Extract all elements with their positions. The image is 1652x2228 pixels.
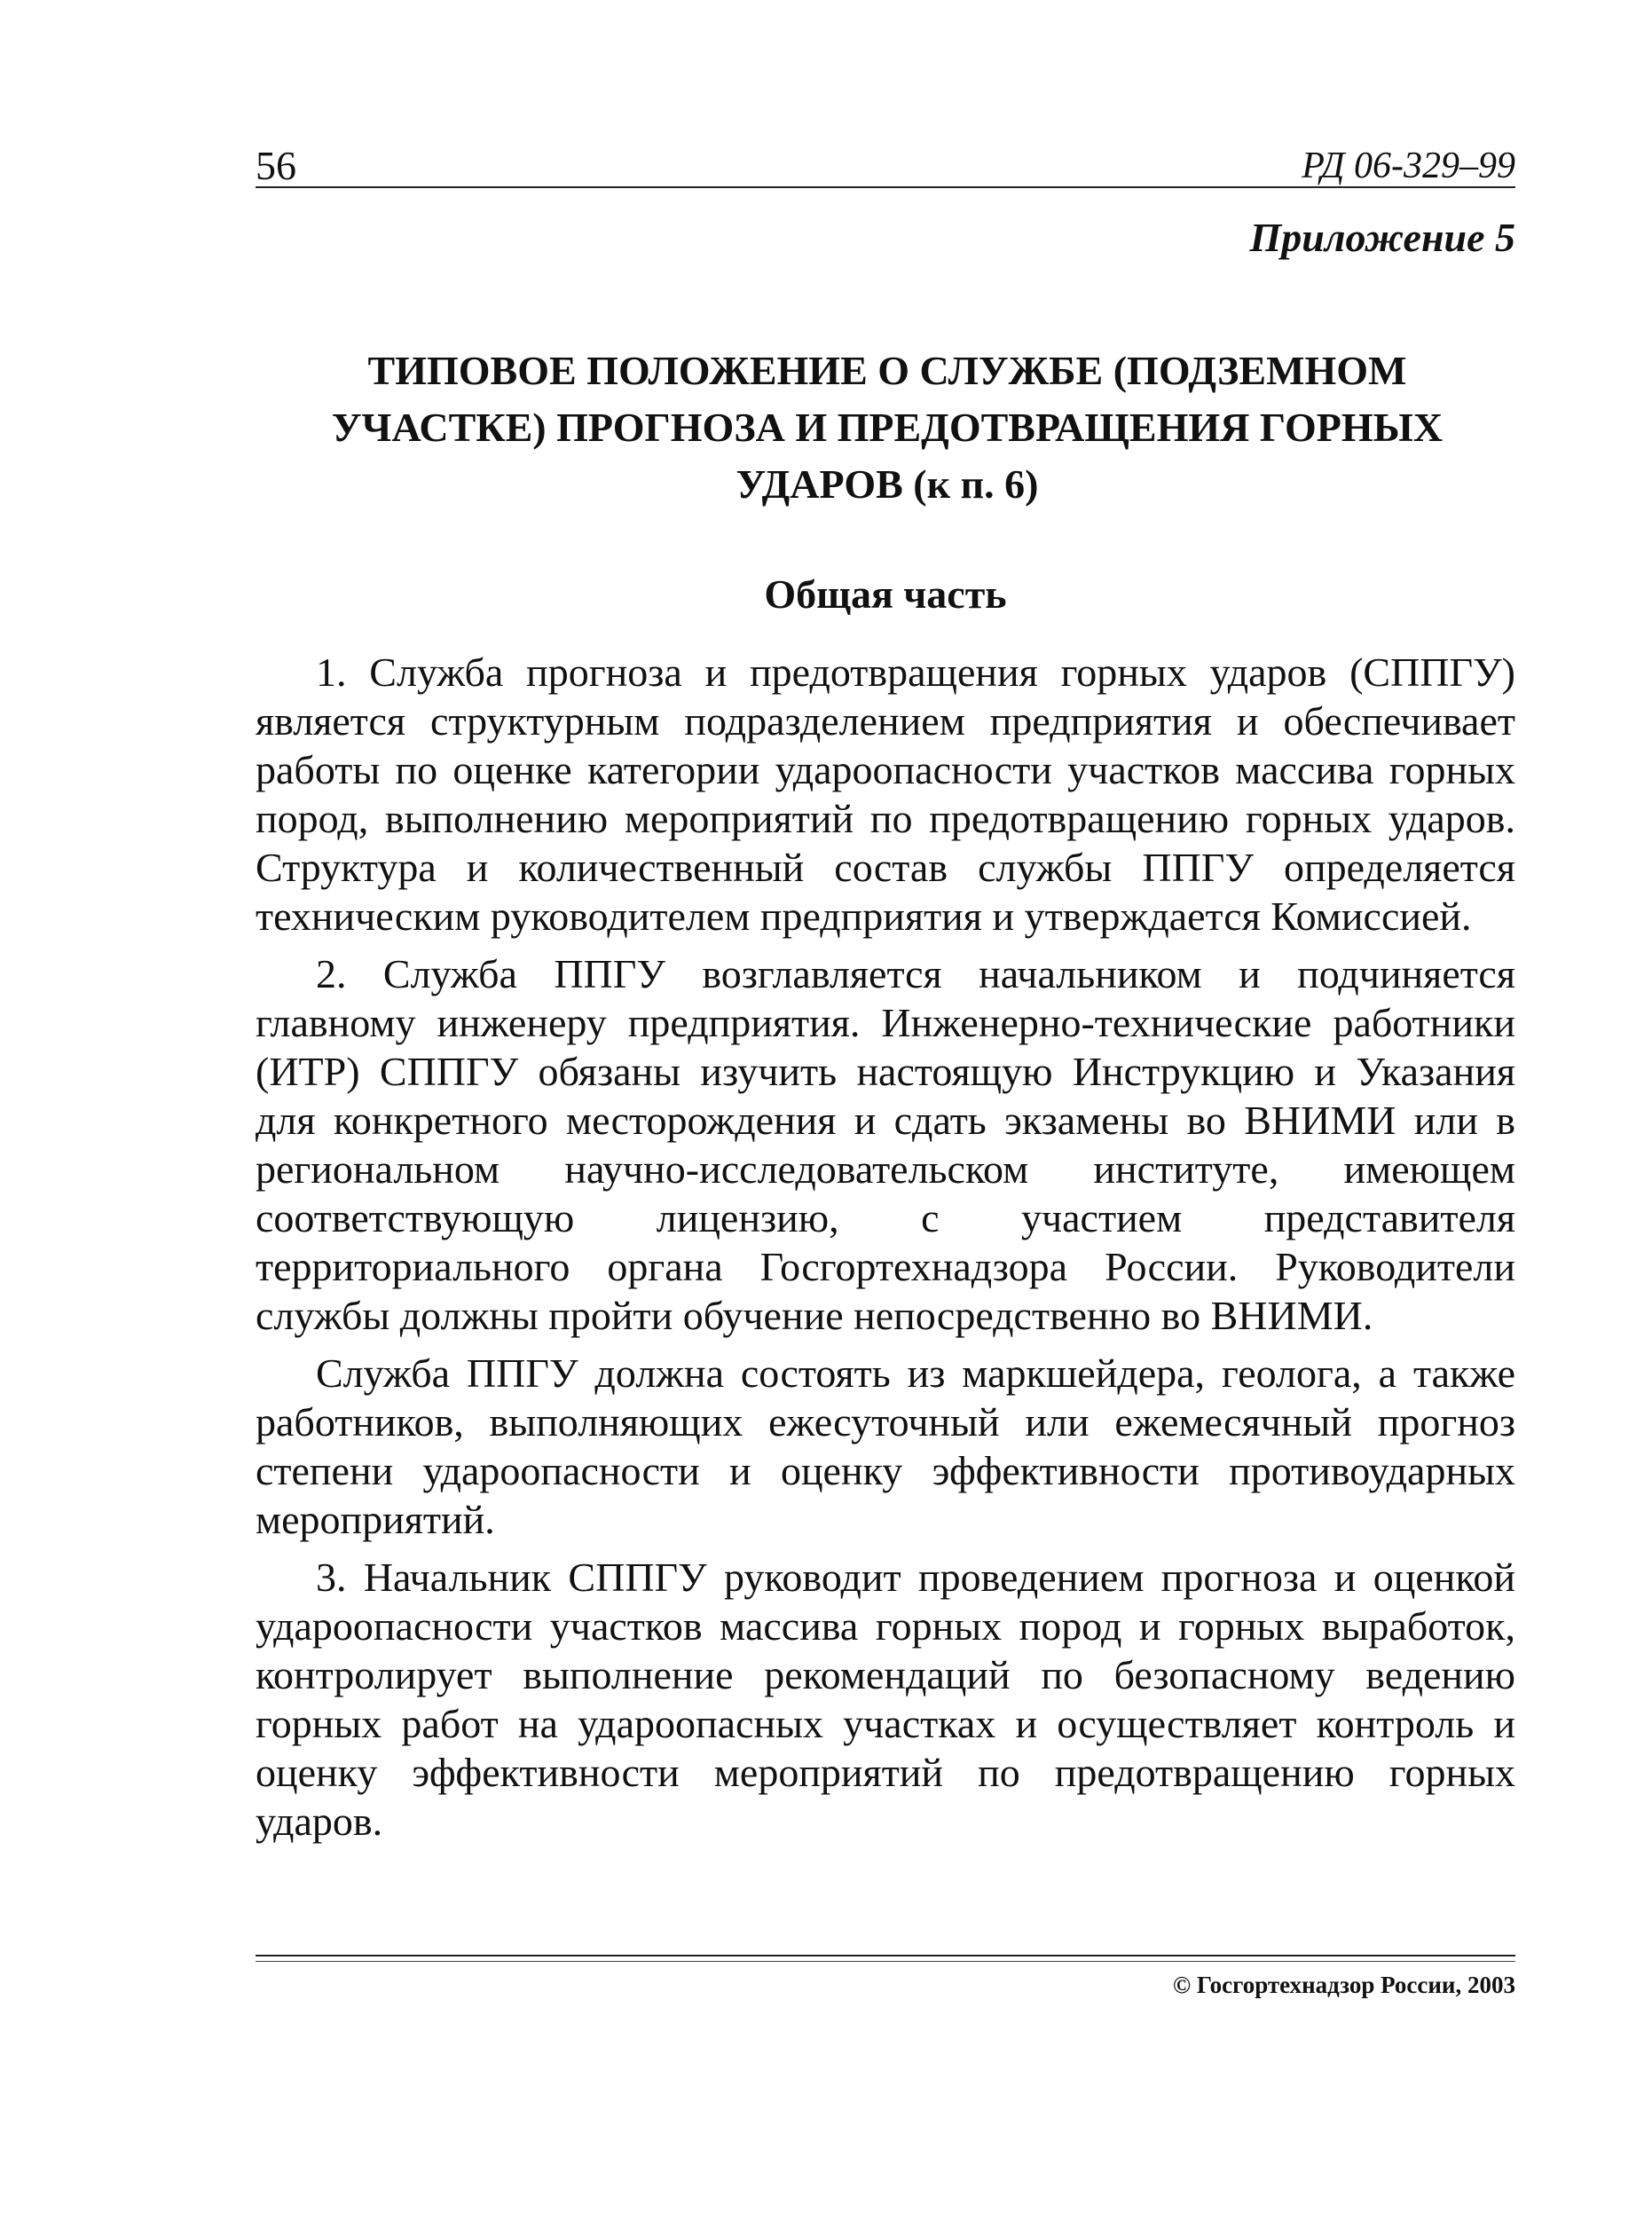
paragraph-2: 2. Служба ППГУ возглавляется начальником и подчиняется главному инженеру предприятия. Инженерно-технические работники (ИТР) СППГУ обязаны изучить настоящую Инструкцию и Указания для конкретного месторождения и сдать экзамены во ВНИМИ или в региональном научно-исследовательском институте, имеющем соответствующую лицензию, с участием представителя территориального органа Госгортехнадзора России. Руководители службы должны пройти обучение непосредственно во ВНИМИ. <box>256 951 1515 1338</box>
header-divider <box>256 186 1515 188</box>
page-header <box>256 142 1515 192</box>
document-title: ТИПОВОЕ ПОЛОЖЕНИЕ О СЛУЖБЕ (ПОДЗЕМНОМ УЧАСТКЕ) ПРОГНОЗА И ПРЕДОТВРАЩЕНИЯ ГОРНЫХ УДАРОВ (к п. 6) <box>331 348 1444 507</box>
paragraph-4: 3. Начальник СППГУ руководит проведением прогноза и оценкой удароопасности участков массива горных пород и горных выработок, контролирует выполнение рекомендаций по безопасному ведению горных работ на удароопасных участках и осуществляет контроль и оценку эффективности мероприятий по предотвращению горных ударов. <box>256 1555 1515 1844</box>
copyright-notice: © Госгортехнадзор России, 2003 <box>1172 1972 1515 1998</box>
paragraph-3: Служба ППГУ должна состоять из маркшейдера, геолога, а также работников, выполняющих ежесуточный или ежемесячный прогноз степени удароопасности и оценку эффективности противоударных мероприятий. <box>256 1350 1515 1542</box>
appendix-label: Приложение 5 <box>1249 215 1515 260</box>
document-code: РД 06-329–99 <box>1302 146 1515 186</box>
footer-divider-thin <box>256 1961 1515 1962</box>
body-text <box>256 648 1515 1854</box>
page-number: 56 <box>256 143 296 188</box>
paragraph-1: 1. Служба прогноза и предотвращения горных ударов (СППГУ) является структурным подразделением предприятия и обеспечивает работы по оценке категории удароопасности участков массива горных пород, выполнению мероприятий по предотвращению горных ударов. Структура и количественный состав службы ППГУ определяется техническим руководителем предприятия и утверждается Комиссией. <box>256 650 1515 939</box>
section-title: Общая часть <box>764 571 1007 617</box>
footer-divider <box>256 1955 1515 1956</box>
